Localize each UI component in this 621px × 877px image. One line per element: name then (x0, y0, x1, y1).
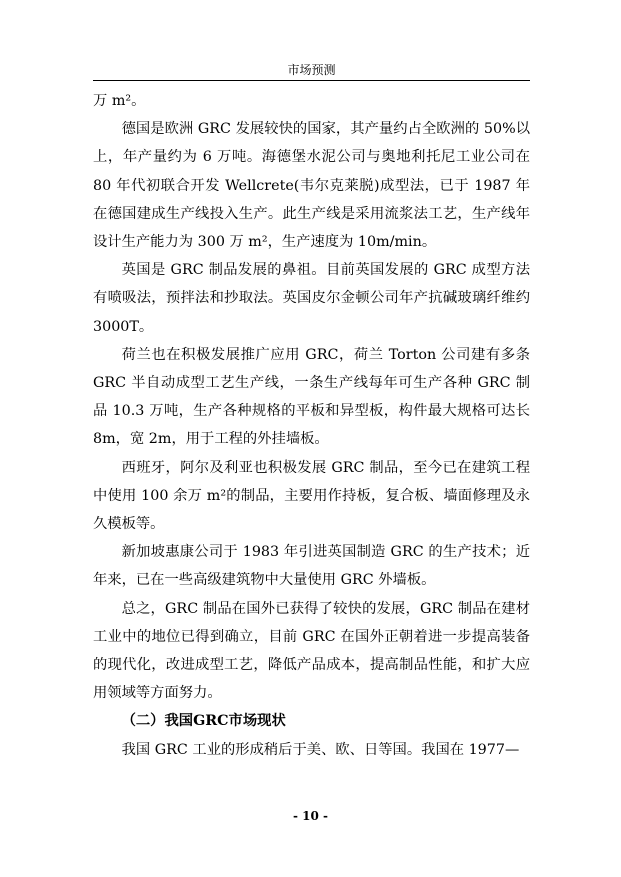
section-heading: （二）我国GRC市场现状 (121, 713, 286, 730)
paragraph-britain: 英国是 GRC 制品发展的鼻祖。目前英国发展的 GRC 成型方法有喷吸法，预拌法和抄取法。英国皮尔金顿公司年产抗碱玻璃纤维约 3000T。 (93, 262, 530, 335)
paragraph-spain-algeria: 西班牙，阿尔及利亚也积极发展 GRC 制品，至今已在建筑工程中使用 100 余万 m²的制品，主要用作持板，复合板、墙面修理及永久模板等。 (93, 459, 530, 533)
paragraph-germany: 德国是欧洲 GRC 发展较快的国家，其产量约占全欧洲的 50%以上，年产量约为 6 万吨。海德堡水泥公司与奥地利托尼工业公司在 80 年代初联合开发 Wellcrete(韦尔克莱脱)成型法，已于 1987 年在德国建成生产线投入生产。此生产线是采用流浆法工艺，生产线年设计生产能力为 300 万 m²，生产速度为 10m/min。 (93, 121, 530, 251)
paragraph-china: 我国 GRC 工业的形成稍后于美、欧、日等国。我国在 1977— (121, 741, 520, 758)
header-rule (93, 80, 530, 81)
paragraph-netherlands: 荷兰也在积极发展推广应用 GRC，荷兰 Torton 公司建有多条 GRC 半自动成型工艺生产线，一条生产线每年可生产各种 GRC 制品 10.3 万吨，生产各种规格的平板和异型板，构件最大规格可达长 8m，宽 2m，用于工程的外挂墙板。 (93, 346, 530, 448)
paragraph-singapore: 新加坡惠康公司于 1983 年引进英国制造 GRC 的生产技术；近年来，已在一些高级建筑物中大量使用 GRC 外墙板。 (93, 544, 530, 589)
page-header: 市场预测 (287, 63, 336, 77)
document-body (93, 87, 530, 764)
paragraph-summary: 总之，GRC 制品在国外已获得了较快的发展，GRC 制品在建材工业中的地位已得到确立，目前 GRC 在国外正朝着进一步提高装备的现代化，改进成型工艺，降低产品成本，提高制品性能，和扩大应用领域等方面努力。 (93, 600, 530, 702)
paragraph-continuation: 万 m²。 (93, 93, 146, 109)
page-number: - 10 - (292, 809, 328, 823)
